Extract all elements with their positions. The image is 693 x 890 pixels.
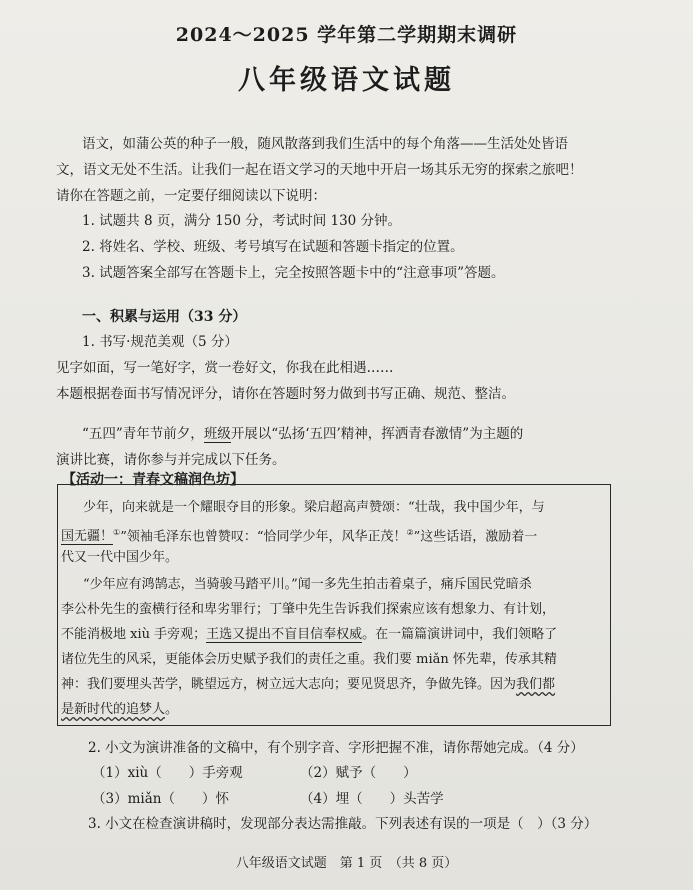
passage-p1-line-3: 代又一代中国少年。 — [61, 550, 179, 565]
context-line-2: 演讲比赛，请你参与并完成以下任务。 — [56, 452, 286, 468]
passage-box — [57, 484, 611, 726]
passage-p2-line-5 — [61, 675, 555, 695]
passage-text-end: 。 — [165, 702, 179, 717]
passage-text-a2: 神：我们要埋头苦学，眺望远方，树立远大志向；要见贤思齐，争做先锋。因为 — [61, 677, 517, 692]
exam-term-title: 2024～2025 学年第二学期期末调研 — [175, 24, 518, 46]
section-1-heading: 一、积累与运用（33 分） — [82, 309, 247, 325]
intro-line-3: 请你在答题之前，一定要仔细阅读以下说明： — [56, 188, 326, 204]
passage-p1-line-2 — [61, 523, 537, 547]
passage-p2-line-6 — [61, 700, 178, 720]
passage-wavy-underline-2: 是新时代的追梦人 — [61, 702, 166, 717]
instruction-1: 1. 试题共 8 页，满分 150 分，考试时间 130 分钟。 — [82, 213, 402, 229]
question-2-item-4: （4）埋（ ）头苦学 — [300, 791, 444, 807]
page-footer: 八年级语文试题 第 1 页 （共 8 页） — [235, 856, 458, 871]
footnote-marker-2: ② — [406, 528, 414, 537]
context-text-c: 开展以“弘扬‘五四’精神，挥洒青春激情”为主题的 — [230, 426, 524, 442]
question-1-line-1: 见字如面，写一笔好字，赏一卷好文，你我在此相遇…… — [56, 360, 394, 376]
question-2-item-2: （2）赋予（ ） — [300, 765, 417, 781]
question-3-title: 3. 小文在检查演讲稿时，发现部分表达需推敲。下列表述有误的一项是（ ）（3 分） — [88, 816, 598, 832]
context-underlined-word: 班级 — [203, 426, 231, 442]
passage-text-a: 不能消极地 xiù 手旁观； — [61, 627, 207, 642]
passage-p2-line-1: “少年应有鸿鹄志，当骑骏马踏平川。”闻一多先生拍击着桌子，痛斥国民党暗杀 — [83, 577, 532, 592]
question-2-title: 2. 小文为演讲准备的文稿中，有个别字音、字形把握不准，请你帮她完成。（4 分） — [88, 740, 584, 756]
intro-line-2: 文，语文无处不生活。让我们一起在语文学习的天地中开启一场其乐无穷的探索之旅吧！ — [56, 162, 583, 178]
passage-wavy-underline-1: 我们都 — [516, 677, 556, 692]
passage-p2-line-2: 李公朴先生的蛮横行径和卑劣罪行；丁肇中先生告诉我们探索应该有想象力、有计划， — [61, 602, 556, 617]
passage-p2-line-3 — [61, 625, 557, 645]
passage-text-b: ”领袖毛泽东也曾赞叹：“恰同学少年，风华正茂！ — [120, 529, 407, 545]
exam-subject-title: 八年级语文试题 — [238, 65, 455, 96]
passage-text-c2: 。在一篇篇演讲词中，我们领略了 — [362, 627, 558, 642]
passage-p1-line-1: 少年，向来就是一个耀眼夺目的形象。梁启超高声赞颂：“壮哉，我中国少年，与 — [83, 500, 545, 515]
footnote-marker-1: ① — [113, 528, 121, 537]
context-line-1 — [82, 424, 523, 444]
instruction-3: 3. 试题答案全部写在答题卡上，完全按照答题卡中的“注意事项”答题。 — [82, 265, 505, 281]
instruction-2: 2. 将姓名、学校、班级、考号填写在试题和答题卡指定的位置。 — [82, 239, 464, 255]
question-2-item-1: （1）xiù（ ）手旁观 — [92, 765, 243, 781]
passage-underlined-sentence: 王选又提出不盲目信奉权威 — [206, 627, 363, 642]
passage-p2-line-4: 诸位先生的风采，更能体会历史赋予我们的责任之重。我们要 miǎn 怀先辈，传承其精 — [61, 652, 557, 667]
question-1-title: 1. 书写·规范美观（5 分） — [82, 334, 238, 350]
question-2-item-3: （3）miǎn（ ）怀 — [92, 791, 229, 807]
question-1-line-2: 本题根据卷面书写情况评分，请你在答题时努力做到书写正确、规范、整洁。 — [56, 386, 515, 402]
context-text-a: “五四”青年节前夕， — [82, 426, 204, 442]
activity-1-title: 【活动一：青春文稿润色坊】 — [62, 472, 244, 488]
intro-line-1: 语文，如蒲公英的种子一般，随风散落到我们生活中的每个角落——生活处处皆语 — [82, 136, 568, 152]
passage-text-c: ”这些话语，激励着一 — [413, 529, 538, 545]
passage-quote-1: 国无疆！ — [61, 529, 114, 545]
